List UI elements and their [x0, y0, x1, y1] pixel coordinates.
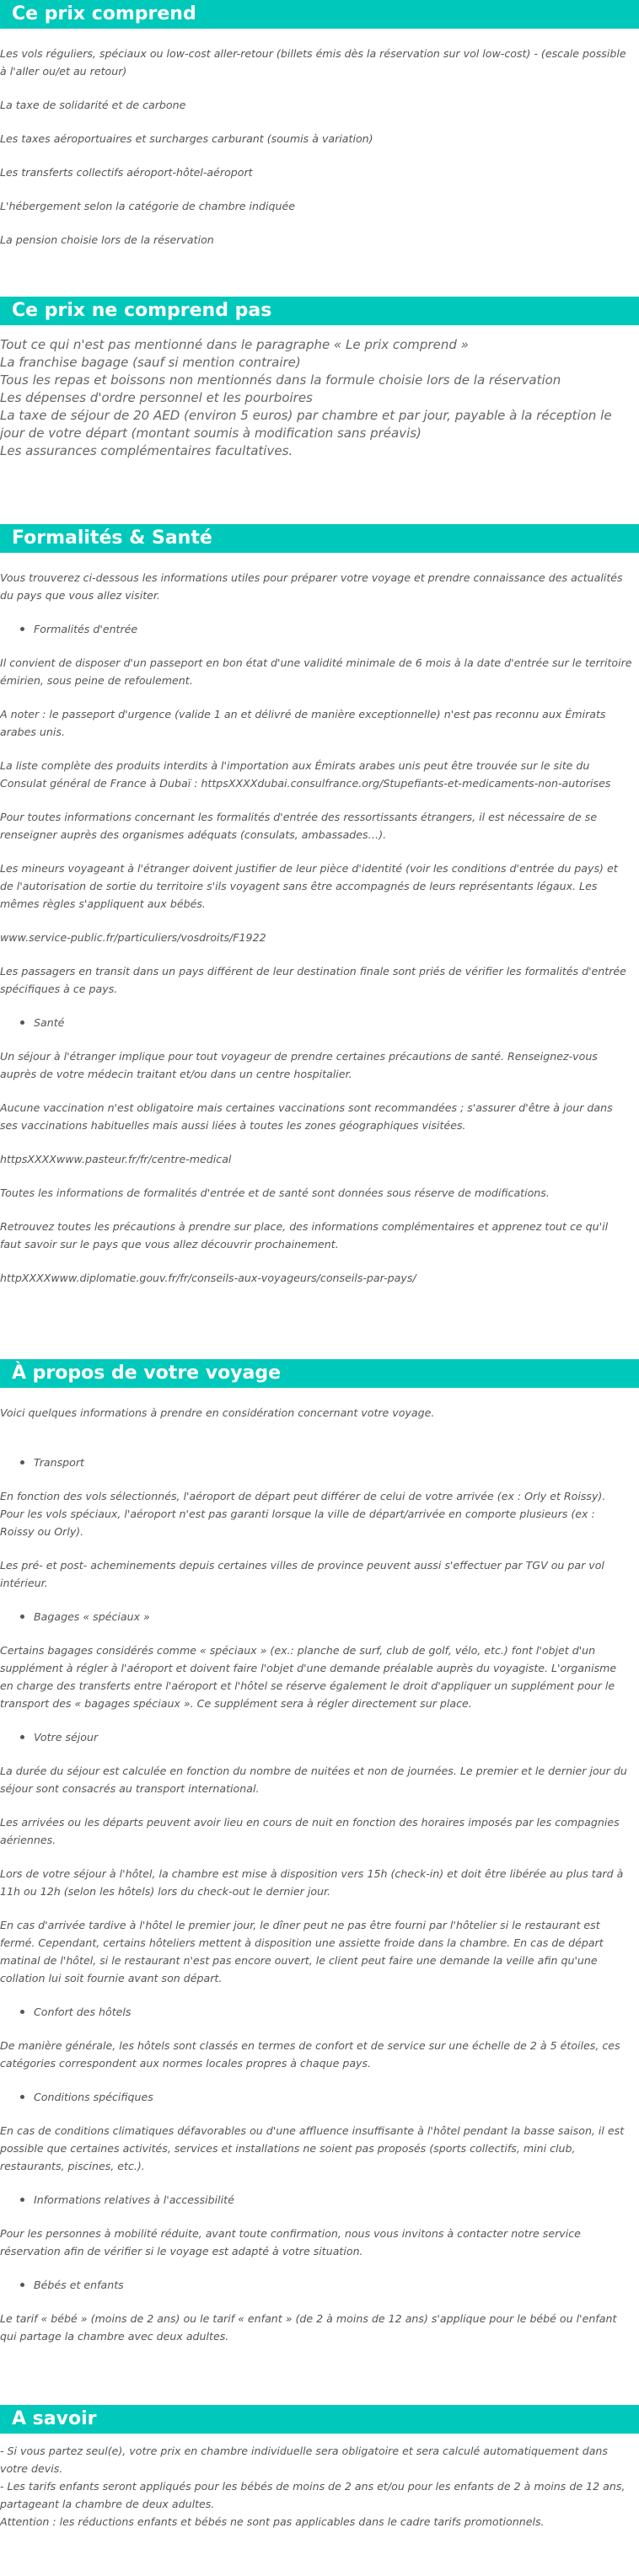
paragraph: Toutes les informations de formalités d'entrée et de santé sont données sous réserve de modifications. [0, 1186, 550, 1199]
bullet-dot-icon [20, 1020, 24, 1025]
apropos-content [0, 1404, 639, 2345]
bullet-label: Formalités d'entrée [34, 623, 138, 635]
section-prix-ne-comprend [0, 297, 639, 460]
bullet-transport [0, 1454, 632, 1471]
bullet-label: Informations relatives à l'accessibilité [34, 2193, 234, 2206]
section-a-savoir [0, 2405, 639, 2530]
list-item: Les vols réguliers, spéciaux ou low-cost aller-retour (billets émis dès la réservation sur vol low-cost) - (escale possible à l'aller ou/et au retour) [0, 47, 626, 78]
paragraph: Vous trouverez ci-dessous les informations utiles pour préparer votre voyage et prendre connaissance des actualités du pays que vous allez visiter. [0, 571, 623, 602]
bullet-dot-icon [20, 2283, 24, 2287]
bullet-label: Bébés et enfants [34, 2279, 124, 2291]
bullet-dot-icon [20, 1460, 24, 1465]
link-service-public[interactable]: www.service-public.fr/particuliers/vosdroits/F1922 [0, 931, 266, 944]
paragraph: En fonction des vols sélectionnés, l'aéroport de départ peut différer de celui de votre arrivée (ex : Orly et Roissy). Pour les vols spéciaux, l'aéroport n'est pas garanti lorsque la ville de départ/arrivée en comporte plusieurs (ex : Roissy ou Orly). [0, 1490, 606, 1538]
list-item: Les dépenses d'ordre personnel et les pourboires [0, 390, 313, 405]
bullet-sejour [0, 1728, 632, 1746]
bullet-confort [0, 2003, 632, 2021]
paragraph: Aucune vaccination n'est obligatoire mais certaines vaccinations sont recommandées ; s'assurer d'être à jour dans ses vaccinations habituelles mais aussi liées à toutes les zones géographiques visitées. [0, 1101, 613, 1132]
bullet-label: Conditions spécifiques [34, 2091, 153, 2103]
bullet-dot-icon [20, 1735, 24, 1739]
savoir-content [0, 2442, 639, 2530]
paragraph: La durée du séjour est calculée en fonction du nombre de nuitées et non de journées. Le premier et le dernier jour du séjour sont consacrés au transport international. [0, 1765, 627, 1795]
list-item: - Les tarifs enfants seront appliqués pour les bébés de moins de 2 ans et/ou pour les enfants de 2 à moins de 12 ans, partageant la chambre de deux adultes. [0, 2480, 626, 2510]
formalites-content [0, 569, 639, 1287]
list-item: L'hébergement selon la catégorie de chambre indiquée [0, 200, 295, 212]
paragraph: Les arrivées ou les départs peuvent avoir lieu en cours de nuit en fonction des horaires imposés par les compagnies aériennes. [0, 1816, 620, 1846]
bullet-formalites-entree [0, 620, 632, 638]
paragraph: En cas d'arrivée tardive à l'hôtel le premier jour, le dîner peut ne pas être fourni par l'hôtelier si le restaurant est fermé. Cependant, certains hôteliers mettent à disposition une assiette froide dans la chambre. En cas de départ matinal de l'hôtel, si le restaurant n'est pas encore ouvert, le client peut faire une demande la veille afin qu'une collation lui soit fournie avant son départ. [0, 1919, 604, 1984]
section-title-savoir: A savoir [0, 2405, 639, 2434]
list-ne-comprend [0, 336, 639, 460]
paragraph: Pour les personnes à mobilité réduite, avant toute confirmation, nous vous invitons à contacter notre service réservation afin de vérifier si le voyage est adapté à votre situation. [0, 2227, 581, 2257]
list-item: Attention : les réductions enfants et bébés ne sont pas applicables dans le cadre tarifs promotionnels. [0, 2515, 545, 2528]
paragraph: Les pré- et post- acheminements depuis certaines villes de province peuvent aussi s'effectuer par TGV ou par vol intérieur. [0, 1559, 604, 1589]
bullet-label: Confort des hôtels [34, 2006, 132, 2018]
list-item: Les assurances complémentaires facultatives. [0, 443, 293, 458]
bullet-dot-icon [20, 2095, 24, 2099]
paragraph: Lors de votre séjour à l'hôtel, la chambre est mise à disposition vers 15h (check-in) et doit être libérée au plus tard à 11h ou 12h (selon les hôtels) lors du check-out le dernier jour. [0, 1867, 624, 1898]
bullet-bebes [0, 2276, 632, 2294]
paragraph: En cas de conditions climatiques défavorables ou d'une affluence insuffisante à l'hôtel pendant la basse saison, il est possible que certaines activités, services et installations ne soient pas proposés (sports collectifs, mini club, restaurants, piscines, etc.). [0, 2124, 625, 2172]
section-title-formalites: Formalités & Santé [0, 524, 639, 553]
paragraph: Un séjour à l'étranger implique pour tout voyageur de prendre certaines précautions de santé. Renseignez-vous auprès de votre médecin traitant et/ou dans un centre hospitalier. [0, 1050, 598, 1080]
paragraph: Le tarif « bébé » (moins de 2 ans) ou le tarif « enfant » (de 2 à moins de 12 ans) s'applique pour le bébé ou l'enfant qui partage la chambre avec deux adultes. [0, 2312, 617, 2343]
paragraph: Retrouvez toutes les précautions à prendre sur place, des informations complémentaires et apprenez tout ce qu'il faut savoir sur le pays que vous allez découvrir prochainement. [0, 1220, 609, 1251]
bullet-conditions [0, 2088, 632, 2106]
link-diplomatie[interactable]: httpXXXXwww.diplomatie.gouv.fr/fr/conseils-aux-voyageurs/conseils-par-pays/ [0, 1272, 416, 1284]
list-item: La pension choisie lors de la réservation [0, 233, 214, 246]
paragraph: Les passagers en transit dans un pays différent de leur destination finale sont priés de vérifier les formalités d'entrée spécifiques à ce pays. [0, 965, 626, 995]
paragraph: Certains bagages considérés comme « spéciaux » (ex.: planche de surf, club de golf, vélo, etc.) font l'objet d'un supplément à régler à l'aéroport et doivent faire l'objet d'une demande préalable auprès du voyagiste. L'organisme en charge des transferts entre l'aéroport et l'hôtel se réserve également le droit d'appliquer un supplément pour le transport des « bagages spéciaux ». Ce supplément sera à régler directement sur place. [0, 1644, 617, 1710]
section-title-comprend: Ce prix comprend [0, 0, 639, 29]
bullet-label: Transport [34, 1456, 84, 1469]
bullet-label: Santé [34, 1016, 65, 1029]
paragraph: De manière générale, les hôtels sont classés en termes de confort et de service sur une échelle de 2 à 5 étoiles, ces catégories correspondent aux normes locales propres à chaque pays. [0, 2039, 620, 2070]
bullet-dot-icon [20, 2198, 24, 2202]
list-item: Les transferts collectifs aéroport-hôtel-aéroport [0, 166, 253, 179]
link-pasteur[interactable]: httpsXXXXwww.pasteur.fr/fr/centre-medical [0, 1153, 232, 1165]
bullet-sante [0, 1014, 632, 1031]
list-item: Les taxes aéroportuaires et surcharges carburant (soumis à variation) [0, 132, 373, 145]
list-item: - Si vous partez seul(e), votre prix en chambre individuelle sera obligatoire et sera calculé automatiquement dans votre devis. [0, 2445, 608, 2475]
paragraph: A noter : le passeport d'urgence (valide 1 an et délivré de manière exceptionnelle) n'est pas reconnu aux Émirats arabes unis. [0, 708, 606, 738]
bullet-bagages [0, 1608, 632, 1625]
list-comprend [0, 45, 639, 249]
list-item: Tous les repas et boissons non mentionnés dans la formule choisie lors de la réservation [0, 372, 561, 388]
list-item: La franchise bagage (sauf si mention contraire) [0, 355, 301, 370]
bullet-label: Bagages « spéciaux » [34, 1610, 150, 1623]
bullet-dot-icon [20, 1615, 24, 1619]
section-formalites-sante [0, 524, 639, 1303]
section-title-ne-comprend: Ce prix ne comprend pas [0, 297, 639, 325]
paragraph: Les mineurs voyageant à l'étranger doivent justifier de leur pièce d'identité (voir les conditions d'entrée du pays) et de l'autorisation de sortie du territoire s'ils voyagent sans être accompagnés de leurs représentants légaux. Les mêmes règles s'appliquent aux bébés. [0, 862, 618, 910]
section-title-apropos: À propos de votre voyage [0, 1359, 639, 1388]
list-item: La taxe de séjour de 20 AED (environ 5 euros) par chambre et par jour, payable à la réception le jour de votre départ (montant soumis à modification sans préavis) [0, 408, 612, 441]
paragraph: La liste complète des produits interdits à l'importation aux Émirats arabes unis peut être trouvée sur le site du Consulat général de France à Dubaï : httpsXXXXdubai.consulfrance.org/Stupefiants-et-medicaments-non-autorises [0, 759, 611, 790]
bullet-label: Votre séjour [34, 1731, 99, 1743]
bullet-dot-icon [20, 2010, 24, 2014]
paragraph: Pour toutes informations concernant les formalités d'entrée des ressortissants étrangers, il est nécessaire de se renseigner auprès des organismes adéquats (consulats, ambassades…). [0, 811, 598, 841]
list-item: Tout ce qui n'est pas mentionné dans le paragraphe « Le prix comprend » [0, 337, 469, 352]
bullet-accessibilite [0, 2191, 632, 2209]
paragraph: Voici quelques informations à prendre en considération concernant votre voyage. [0, 1406, 435, 1419]
bullet-dot-icon [20, 627, 24, 631]
paragraph: Il convient de disposer d'un passeport en bon état d'une validité minimale de 6 mois à la date d'entrée sur le territoire émirien, sous peine de refoulement. [0, 656, 632, 687]
section-prix-comprend [0, 0, 639, 265]
section-a-propos [0, 1359, 639, 2361]
list-item: La taxe de solidarité et de carbone [0, 99, 186, 111]
